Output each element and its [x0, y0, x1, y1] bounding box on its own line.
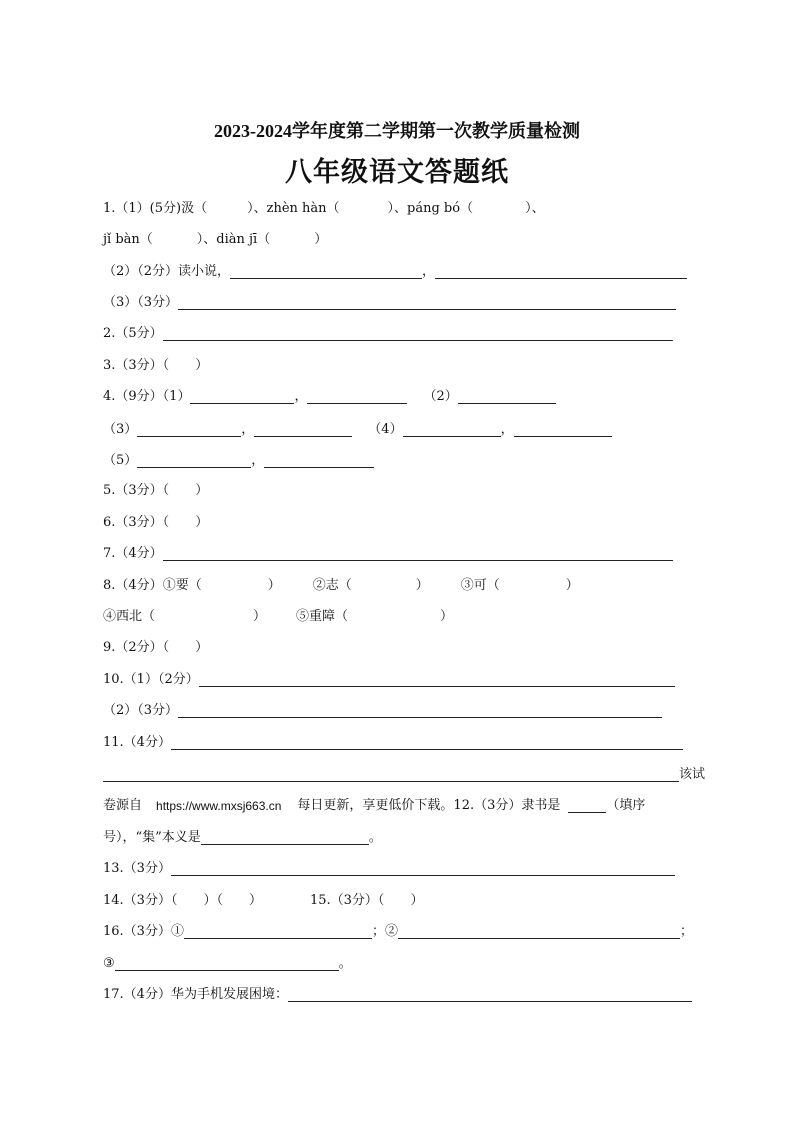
answer-blank[interactable]: [514, 421, 612, 437]
punct: ）: [248, 893, 262, 908]
q6-label: 6.（3分）（: [103, 515, 170, 530]
answer-blank[interactable]: [201, 829, 369, 845]
q4-p5-label: （5）: [103, 453, 138, 468]
q2-row: [103, 324, 673, 344]
punct: ）（: [203, 893, 223, 908]
punct: ）: [195, 358, 209, 373]
answer-blank[interactable]: [178, 702, 662, 718]
punct: ）: [440, 609, 454, 624]
q8-item: ④西北（: [103, 609, 156, 624]
answer-blank[interactable]: [163, 325, 673, 341]
notice-text: 卷源自: [103, 798, 143, 813]
q11-row: [103, 733, 683, 753]
q1-part3-label: （3）（3分）: [103, 295, 179, 310]
q4-row3: [103, 451, 374, 471]
source-link[interactable]: https://www.mxsj663.cn: [156, 799, 282, 813]
punct: ，: [251, 453, 265, 468]
q9-label: 9.（2分）（: [103, 640, 170, 655]
q9-row: [103, 638, 208, 658]
punct: ，: [241, 422, 255, 437]
punct: ）: [195, 483, 209, 498]
q4-label: 4.（9分）（1）: [103, 389, 191, 404]
q4-row2: [103, 420, 612, 440]
answer-blank[interactable]: [264, 452, 374, 468]
q8-item: ②志（: [312, 578, 352, 593]
punct: ）: [253, 609, 267, 624]
q12-text: 号），“集”本义是: [103, 830, 201, 845]
punct: ）: [415, 578, 429, 593]
q4-p2-label: （2）: [423, 389, 458, 404]
notice-row: [103, 796, 645, 816]
q5-row: [103, 481, 208, 501]
answer-blank[interactable]: [199, 671, 675, 687]
answer-blank[interactable]: [307, 388, 407, 404]
q4-p3-label: （3）: [103, 422, 138, 437]
punct: ）: [195, 640, 209, 655]
q10-part1-row: [103, 670, 675, 690]
punct: 。: [368, 830, 382, 845]
q16-row2: [103, 954, 352, 974]
q8-row2: [103, 607, 453, 627]
answer-blank[interactable]: [458, 388, 556, 404]
q1-part2-row: [103, 262, 687, 282]
answer-blank[interactable]: [163, 545, 673, 561]
q1-part1-row: [103, 199, 545, 219]
q12-label: 12.（3分）隶书是: [453, 798, 561, 813]
q7-row: [103, 544, 673, 564]
q5-label: 5.（3分）（: [103, 483, 170, 498]
punct: ，: [422, 264, 436, 279]
q1-part3-row: [103, 293, 676, 313]
answer-blank[interactable]: [184, 923, 372, 939]
q15-label: 15.（3分）（: [309, 893, 385, 908]
punct: ）: [267, 578, 281, 593]
q17-label: 17.（4分）华为手机发展困境：: [103, 987, 288, 1002]
q1-part2-label: （2）（2分）读小说，: [103, 264, 231, 279]
q7-label: 7.（4分）: [103, 546, 163, 561]
answer-blank[interactable]: [288, 986, 692, 1002]
notice-text: 每日更新，享更低价下载。: [297, 798, 454, 813]
answer-blank[interactable]: [230, 263, 422, 279]
answer-blank[interactable]: [403, 421, 501, 437]
q12-row2: [103, 828, 382, 848]
q16-label: 16.（3分）①: [103, 924, 184, 939]
answer-blank[interactable]: [178, 294, 676, 310]
q14-label: 14.（3分）（: [103, 893, 178, 908]
q8-item: ⑤重障（: [296, 609, 349, 624]
q1-part1-row2: [103, 230, 327, 250]
answer-blank[interactable]: [568, 797, 606, 813]
answer-blank[interactable]: [171, 734, 683, 750]
exam-title: 2023-2024学年度第二学期第一次教学质量检测: [214, 121, 580, 141]
q14-q15-row: [103, 891, 423, 911]
q10-label: 10.（1）（2分）: [103, 672, 199, 687]
q8-label: 8.（4分）: [103, 578, 163, 593]
punct: ）: [195, 515, 209, 530]
q10-part2-label: （2）（3分）: [103, 703, 179, 718]
answer-blank[interactable]: [137, 452, 251, 468]
answer-blank[interactable]: [254, 421, 352, 437]
q1-text: jǐ bàn（: [103, 232, 153, 247]
answer-blank[interactable]: [190, 388, 294, 404]
answer-blank[interactable]: [435, 263, 687, 279]
q17-row: [103, 985, 692, 1005]
q1-text: ）、diàn jī（: [196, 232, 271, 247]
answer-sheet-title: 八年级语文答题纸: [285, 157, 509, 188]
q6-row: [103, 513, 208, 533]
q1-label: 1.（1）(5分)汲（: [103, 201, 208, 216]
q2-label: 2.（5分）: [103, 326, 163, 341]
answer-blank[interactable]: [171, 860, 675, 876]
punct: ，: [294, 389, 308, 404]
q1-text: ）、páng bó（: [387, 201, 474, 216]
punct: ）: [565, 578, 579, 593]
q10-part2-row: [103, 701, 662, 721]
answer-blank[interactable]: [115, 955, 339, 971]
answer-blank[interactable]: [398, 923, 680, 939]
answer-blank[interactable]: [103, 766, 679, 782]
q4-p4-label: （4）: [368, 422, 403, 437]
answer-blank[interactable]: [137, 421, 241, 437]
punct: 。: [338, 956, 352, 971]
q11-label: 11.（4分）: [103, 735, 171, 750]
q8-row1: [103, 576, 579, 596]
q13-row: [103, 859, 675, 879]
q4-row1: [103, 387, 556, 407]
q8-item: ①要（: [162, 578, 202, 593]
q8-item: ③可（: [460, 578, 500, 593]
punct: ）: [410, 893, 424, 908]
q1-text: ）、: [525, 201, 545, 216]
q1-text: ）: [314, 232, 328, 247]
notice-text: 该试: [679, 767, 706, 782]
q1-text: ）、zhèn hàn（: [247, 201, 340, 216]
q12-text: （填序: [606, 798, 646, 813]
punct: ，: [500, 422, 514, 437]
q11-row2: [103, 765, 705, 785]
q13-label: 13.（3分）: [103, 861, 171, 876]
q3-row: [103, 356, 208, 376]
punct: ；②: [371, 924, 398, 939]
q3-label: 3.（3分）（: [103, 358, 170, 373]
q16-label: ③: [103, 956, 115, 971]
punct: ；: [679, 924, 693, 939]
q16-row: [103, 922, 693, 942]
